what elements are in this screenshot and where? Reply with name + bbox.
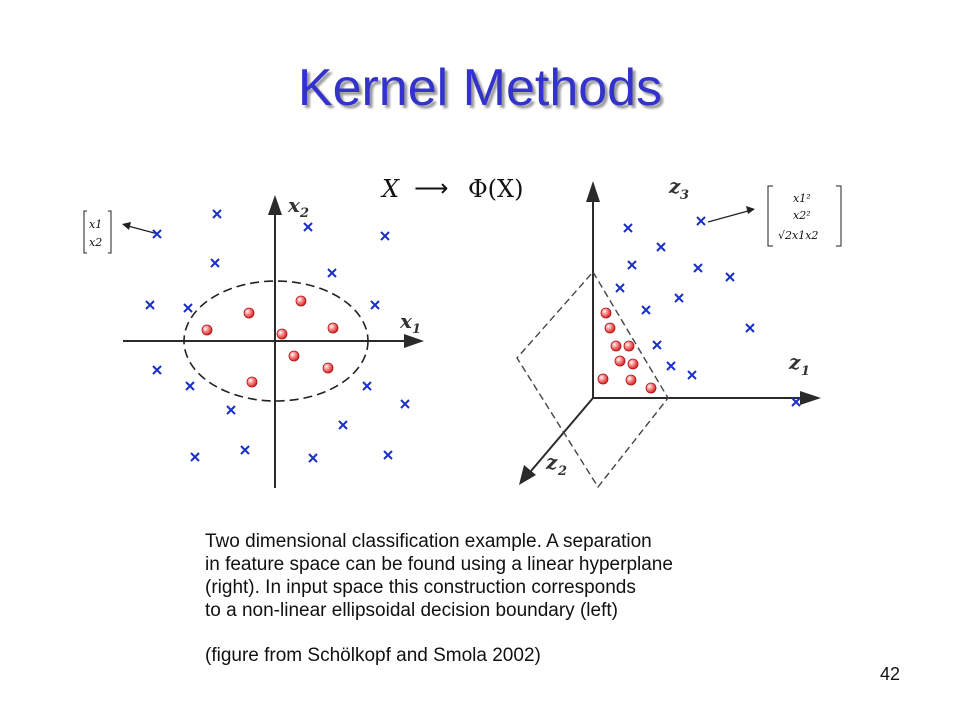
circle-marker: [624, 341, 634, 351]
cross-marker: [328, 269, 336, 277]
circle-marker: [296, 296, 306, 306]
z3-axis-subscript: 3: [680, 188, 690, 203]
x2-axis-label: x: [288, 193, 300, 217]
z1-axis-arrowhead: [800, 391, 821, 405]
cross-marker: [746, 324, 754, 332]
cross-marker: [726, 273, 734, 281]
circle-marker: [615, 356, 625, 366]
circle-marker: [289, 351, 299, 361]
z3-axis-label: z: [669, 174, 681, 198]
feature-vector-pointer-head: [746, 206, 755, 214]
x2-axis-arrowhead: [268, 195, 282, 215]
z2-axis-label: z: [546, 450, 558, 474]
right-circles: [598, 308, 656, 393]
cross-marker: [309, 454, 317, 462]
circle-marker: [628, 359, 638, 369]
circle-marker: [611, 341, 621, 351]
cross-marker: [339, 421, 347, 429]
cross-marker: [371, 301, 379, 309]
input-vector-x1: x1: [89, 218, 103, 231]
cross-marker: [401, 400, 409, 408]
feature-vector-2: x2²: [793, 209, 811, 222]
mapping-left: X: [382, 175, 400, 203]
page-number: 42: [880, 664, 901, 684]
left-panel: [84, 193, 424, 488]
cross-marker: [642, 306, 650, 314]
circle-marker: [601, 308, 611, 318]
right-panel: [517, 174, 841, 487]
circle-marker: [277, 329, 287, 339]
z1-axis-label: z: [789, 350, 801, 374]
cross-marker: [363, 382, 371, 390]
caption-credit: (figure from Schölkopf and Smola 2002): [205, 645, 541, 666]
caption-line-1: Two dimensional classification example. A separation: [205, 531, 652, 552]
mapping-arrow: ⟶: [414, 174, 449, 202]
circle-marker: [247, 377, 257, 387]
cross-marker: [304, 223, 312, 231]
circle-marker: [646, 383, 656, 393]
x2-axis-subscript: 2: [300, 206, 310, 221]
figure-caption: [205, 530, 765, 667]
cross-marker: [384, 451, 392, 459]
circle-marker: [323, 363, 333, 373]
feature-vector-3: √2x1x2: [778, 229, 819, 242]
mapping-label: [380, 174, 524, 203]
feature-vector-pointer: [708, 211, 748, 222]
cross-marker: [153, 230, 161, 238]
input-vector-pointer-head: [122, 222, 131, 230]
caption-line-2: in feature space can be found using a linear hyperplane: [205, 554, 673, 575]
cross-marker: [624, 224, 632, 232]
cross-marker: [694, 264, 702, 272]
cross-marker: [675, 294, 683, 302]
caption-line-3: (right). In input space this construction corresponds: [205, 577, 636, 598]
z2-axis-line: [531, 398, 593, 471]
circle-marker: [244, 308, 254, 318]
cross-marker: [616, 284, 624, 292]
cross-marker: [146, 301, 154, 309]
circle-marker: [328, 323, 338, 333]
cross-marker: [191, 453, 199, 461]
circle-marker: [598, 374, 608, 384]
slide-title: Kernel Methods: [297, 59, 663, 117]
cross-marker: [241, 446, 249, 454]
x1-axis-label: x: [400, 309, 412, 333]
right-crosses: [616, 217, 800, 406]
input-vector-x2: x2: [89, 236, 103, 249]
mapping-right: Φ(X): [468, 175, 524, 203]
cross-marker: [628, 261, 636, 269]
cross-marker: [653, 341, 661, 349]
cross-marker: [657, 243, 665, 251]
x1-axis-subscript: 1: [412, 322, 422, 337]
cross-marker: [792, 398, 800, 406]
input-vector: [84, 211, 111, 253]
cross-marker: [184, 304, 192, 312]
cross-marker: [227, 406, 235, 414]
cross-marker: [697, 217, 705, 225]
feature-vector: [768, 186, 841, 246]
circle-marker: [202, 325, 212, 335]
circle-marker: [626, 375, 636, 385]
cross-marker: [186, 382, 194, 390]
cross-marker: [381, 232, 389, 240]
feature-vector-1: x1²: [793, 192, 811, 205]
cross-marker: [688, 371, 696, 379]
cross-marker: [667, 362, 675, 370]
cross-marker: [213, 210, 221, 218]
cross-marker: [211, 259, 219, 267]
z2-axis-subscript: 2: [558, 464, 568, 479]
z3-axis-arrowhead: [586, 181, 600, 202]
caption-line-4: to a non-linear ellipsoidal decision boundary (left): [205, 600, 618, 621]
z1-axis-subscript: 1: [801, 364, 811, 379]
circle-marker: [605, 323, 615, 333]
cross-marker: [153, 366, 161, 374]
